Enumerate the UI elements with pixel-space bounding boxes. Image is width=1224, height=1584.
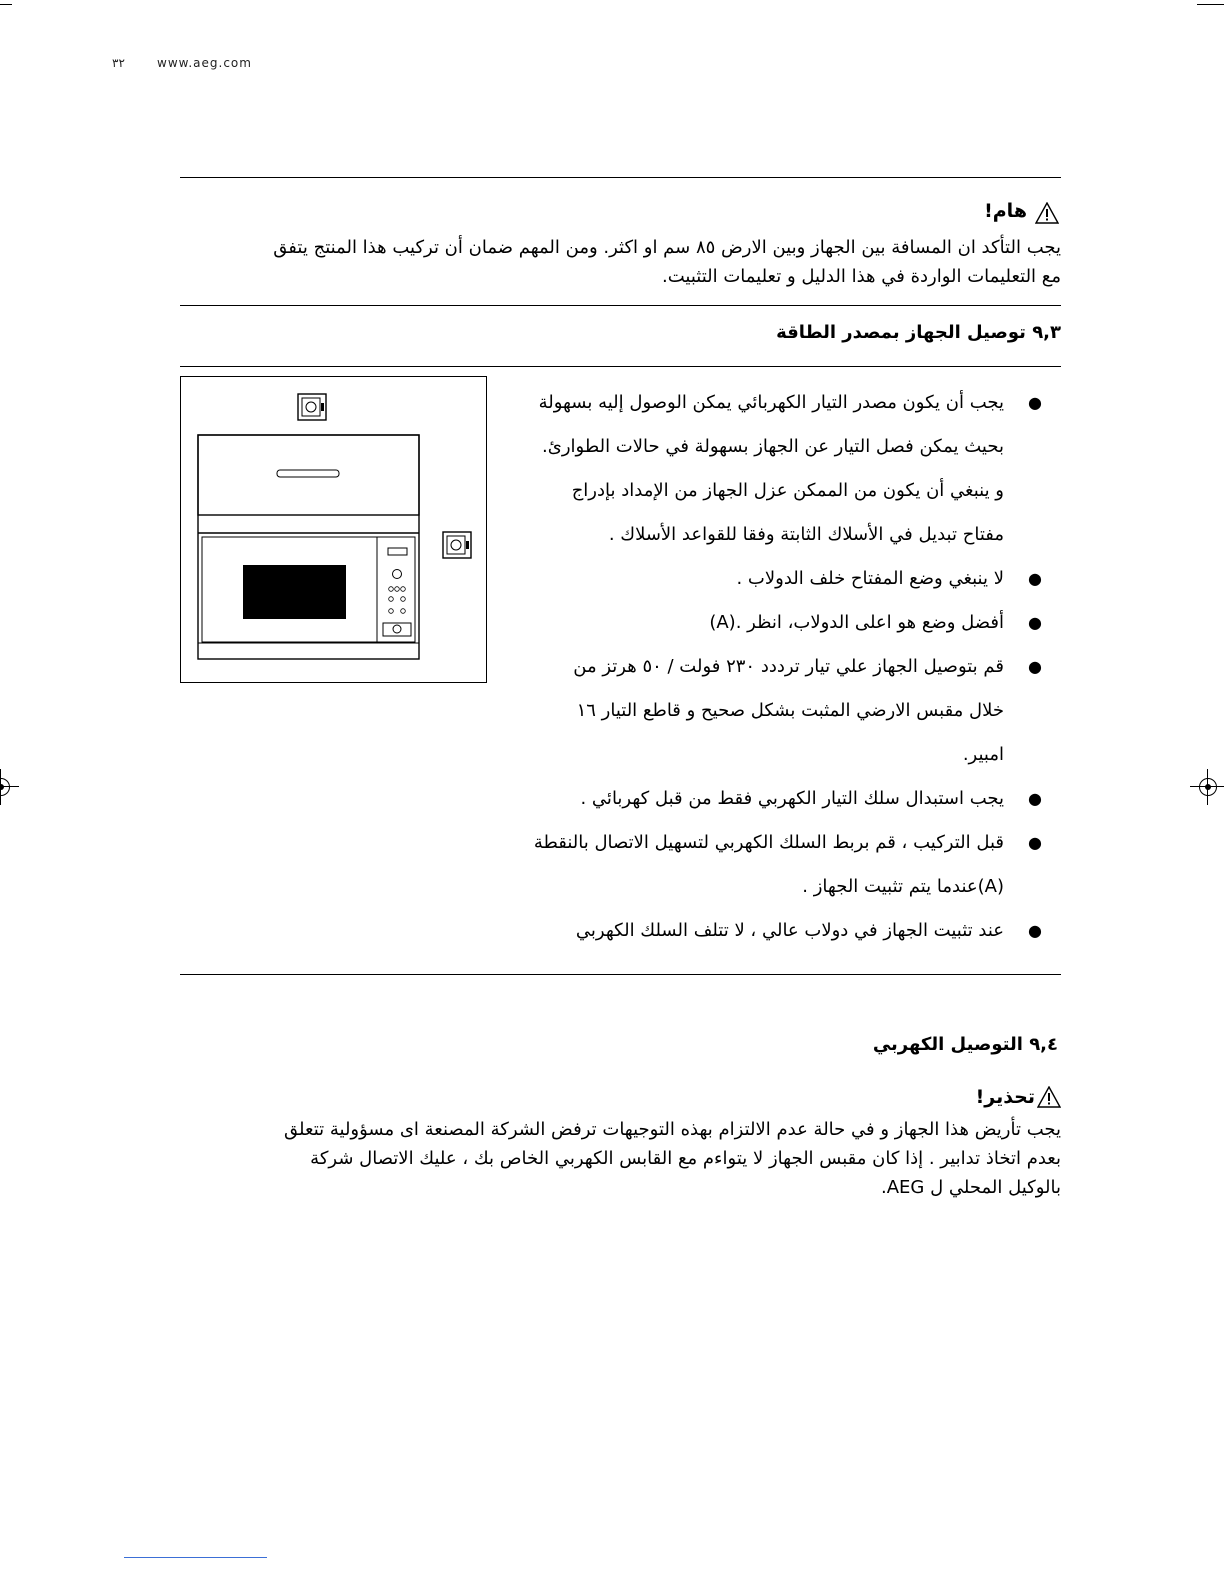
list-item: ● يجب استبدال سلك التيار الكهربي فقط من قبل كهربائي . (580, 788, 1042, 809)
crop-mark-right (1199, 778, 1217, 796)
list-item: ● يجب أن يكون مصدر التيار الكهربائي يمكن الوصول إليه بسهولة (538, 392, 1042, 413)
warning-triangle-icon (1037, 1086, 1061, 1108)
divider (180, 177, 1061, 178)
divider (180, 974, 1061, 975)
page-number: ٣٢ (112, 56, 125, 70)
list-item: ● قم بتوصيل الجهاز علي تيار ترددد ٢٣٠ فولت / ٥٠ هرتز من (573, 656, 1042, 677)
list-item: ● قبل التركيب ، قم بربط السلك الكهربي لتسهيل الاتصال بالنقطة (533, 832, 1042, 853)
list-item: (A)عندما يتم تثبيت الجهاز . (802, 876, 1004, 897)
list-item: ● لا ينبغي وضع المفتاح خلف الدولاب . (736, 568, 1042, 589)
warning-header (180, 200, 1061, 230)
list-item: بحيث يمكن فصل التيار عن الجهاز بسهولة في حالات الطوارئ. (542, 436, 1004, 457)
list-item: ● أفضل وضع هو اعلى الدولاب، انظر .(A) (709, 612, 1042, 633)
power-socket-icon (443, 532, 471, 558)
electrical-line-3: بالوكيل المحلي ل AEG. (880, 1177, 1061, 1198)
divider (180, 366, 1061, 367)
electrical-line-2: بعدم اتخاذ تدابير . إذا كان مقبس الجهاز لا يتواءم مع القابس الكهربي الخاص بك ، عليك الاتصال شركة (310, 1148, 1061, 1169)
list-item: امبير. (962, 744, 1004, 765)
corner-mark-top-right (1197, 4, 1224, 5)
power-connection-list (500, 381, 1042, 953)
corner-mark-top-left (0, 4, 12, 5)
list-item: و ينبغي أن يكون من الممكن عزل الجهاز من الإمداد بإدراج (571, 480, 1004, 501)
oven-installation-illustration (181, 377, 486, 682)
caution-title: تحذير! (975, 1086, 1035, 1108)
warning-line-1: يجب التأكد ان المسافة بين الجهاز وبين الارض ٨٥ سم او اكثر. ومن المهم ضمان أن تركيب هذا المنتج يتفق (273, 237, 1061, 258)
warning-triangle-icon (1035, 202, 1059, 224)
installation-figure (180, 376, 487, 683)
divider (180, 305, 1061, 306)
crop-mark-left (0, 778, 10, 796)
list-item: ● عند تثبيت الجهاز في دولاب عالي ، لا تتلف السلك الكهربي (575, 920, 1042, 941)
list-item: خلال مقبس الارضي المثبت بشكل صحيح و قاطع التيار ١٦ (576, 700, 1004, 721)
website-link[interactable]: www.aeg.com (157, 56, 252, 70)
electrical-line-1: يجب تأريض هذا الجهاز و في حالة عدم الالتزام بهذه التوجيهات ترفض الشركة المصنعة اى مسؤولية تتعلق (284, 1119, 1061, 1140)
section-title-9-4: ٩,٤ التوصيل الكهربي (872, 1034, 1058, 1055)
power-socket-icon (298, 394, 326, 420)
warning-title: هام! (984, 200, 1027, 222)
section-title-9-3: ٩,٣ توصيل الجهاز بمصدر الطاقة (776, 322, 1061, 343)
caution-header (180, 1086, 1061, 1114)
warning-line-2: مع التعليمات الواردة في هذا الدليل و تعليمات التثبيت. (662, 266, 1061, 287)
footer-rule (124, 1557, 267, 1558)
list-item: مفتاح تبديل في الأسلاك الثابتة وفقا للقواعد الأسلاك . (608, 524, 1004, 545)
